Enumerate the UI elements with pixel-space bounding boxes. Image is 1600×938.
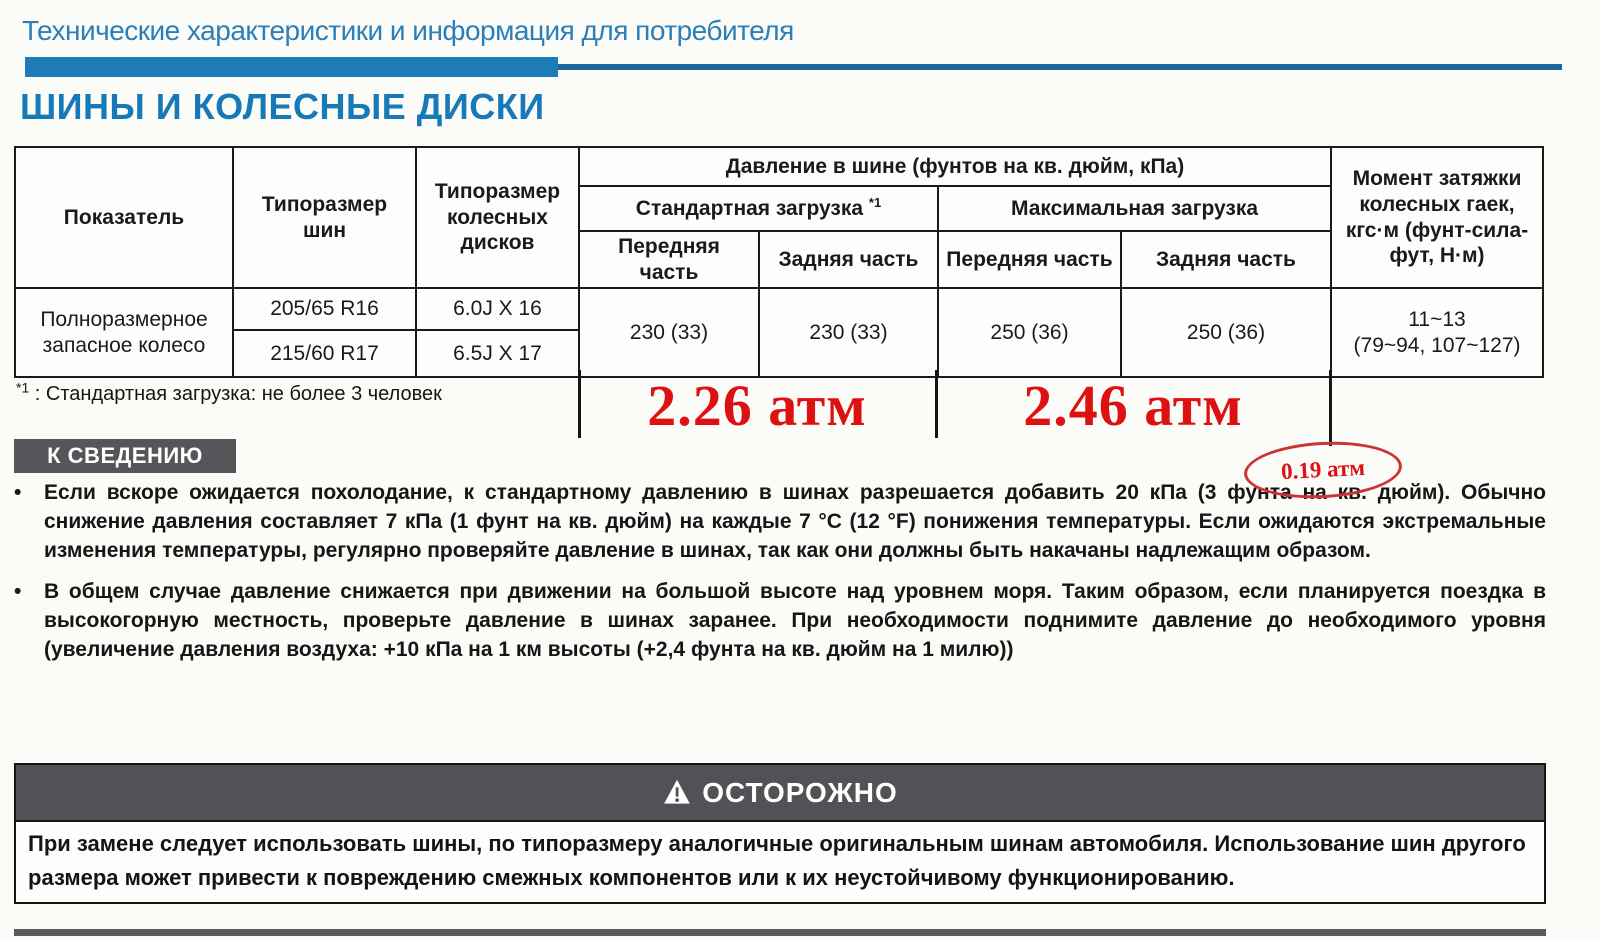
page-bottom-rule: [14, 929, 1546, 936]
col-header-max-load: Максимальная загрузка: [938, 186, 1331, 231]
bullet-text: В общем случае давление снижается при движении на большой высоте над уровнем моря. Таким образом, если планируется поездка в высокогорную местность, проверьте давление в шинах заранее. При необходимости поднимите давление до необходимого уровня (увеличение давления воздуха: +10 кПа на 1 км высоты (+2,4 фунта на кв. дюйм на 1 милю)): [44, 580, 1546, 661]
warning-icon: [662, 778, 692, 806]
col-header-rear-std: Задняя часть: [759, 231, 938, 288]
tire-spec-table: [14, 146, 1544, 378]
table-footnote: [16, 379, 442, 406]
bullet-text: Если вскоре ожидается похолодание, к стандартному давлению в шинах разрешается добавить 20 кПа (3 фунта на кв. дюйм). Обычно снижение давления составляет 7 кПа (1 фунт на кв. дюйм) на каждые 7 °С (12 °F) понижения температуры. Если ожидаются экстремальные изменения температуры, регулярно проверяйте давление в шинах, так как они должны быть накачаны надлежащим образом.: [44, 481, 1546, 562]
col-header-indicator: Показатель: [15, 147, 233, 288]
circled-atm-value: 0.19 атм: [1280, 454, 1366, 485]
info-badge: К СВЕДЕНИЮ: [14, 439, 236, 473]
col-header-rear-max: Задняя часть: [1121, 231, 1331, 288]
cell-indicator: Полноразмерное запасное колесо: [15, 288, 233, 377]
footnote-text: : Стандартная загрузка: не более 3 человек: [34, 383, 442, 405]
info-bullet-list: [14, 478, 1546, 676]
cell-pressure-max-rear: 250 (36): [1121, 288, 1331, 377]
col-header-front-std: Передняя часть: [579, 231, 759, 288]
breadcrumb: Технические характеристики и информация для потребителя: [22, 15, 794, 46]
cell-pressure-max-front: 250 (36): [938, 288, 1121, 377]
col-header-torque: Момент затяжки колесных гаек, кгс·м (фунт-сила-фут, Н·м): [1331, 147, 1543, 288]
footnote-ref-mark: *1: [868, 194, 882, 210]
bullet-marker: •: [14, 481, 22, 504]
cell-wheel-size-1: 6.0J X 16: [416, 288, 579, 330]
caution-box: [14, 763, 1546, 904]
caution-header: [16, 765, 1544, 822]
cell-pressure-std-front: 230 (33): [579, 288, 759, 377]
cell-tire-size-2: 215/60 R17: [233, 330, 416, 377]
cell-torque: [1331, 288, 1543, 377]
max-load-atm-annotation: 2.46 атм: [1023, 373, 1243, 438]
cell-wheel-size-2: 6.5J X 17: [416, 330, 579, 377]
col-header-standard-load: [579, 186, 938, 231]
cell-pressure-std-rear: 230 (33): [759, 288, 938, 377]
col-header-pressure-group: Давление в шине (фунтов на кв. дюйм, кПа): [579, 147, 1331, 186]
col-header-tire-size: Типоразмер шин: [233, 147, 416, 288]
col-header-front-max: Передняя часть: [938, 231, 1121, 288]
cell-tire-size-1: 205/65 R16: [233, 288, 416, 330]
list-item: [14, 577, 1546, 664]
header-rule-thin: [558, 64, 1562, 70]
torque-alt-units: (79~94, 107~127): [1353, 333, 1521, 357]
bullet-marker: •: [14, 580, 22, 603]
header-rule-thick: [25, 57, 558, 77]
standard-load-label: Стандартная загрузка: [635, 196, 864, 220]
footnote-ref: *1: [16, 379, 30, 396]
std-load-atm-annotation: 2.26 атм: [647, 373, 867, 438]
col-header-wheel-size: Типоразмер колесных дисков: [416, 147, 579, 288]
caution-body: При замене следует использовать шины, по типоразмеру аналогичные оригинальным шинам автомобиля. Использование шин другого размера может привести к повреждению смежных компонентов или к их неустойчивому функционированию.: [16, 822, 1544, 902]
torque-range: 11~13: [1408, 308, 1466, 332]
caution-title: ОСТОРОЖНО: [702, 776, 898, 808]
page-title: ШИНЫ И КОЛЕСНЫЕ ДИСКИ: [20, 86, 545, 127]
annotation-connector-line: [1329, 370, 1332, 446]
